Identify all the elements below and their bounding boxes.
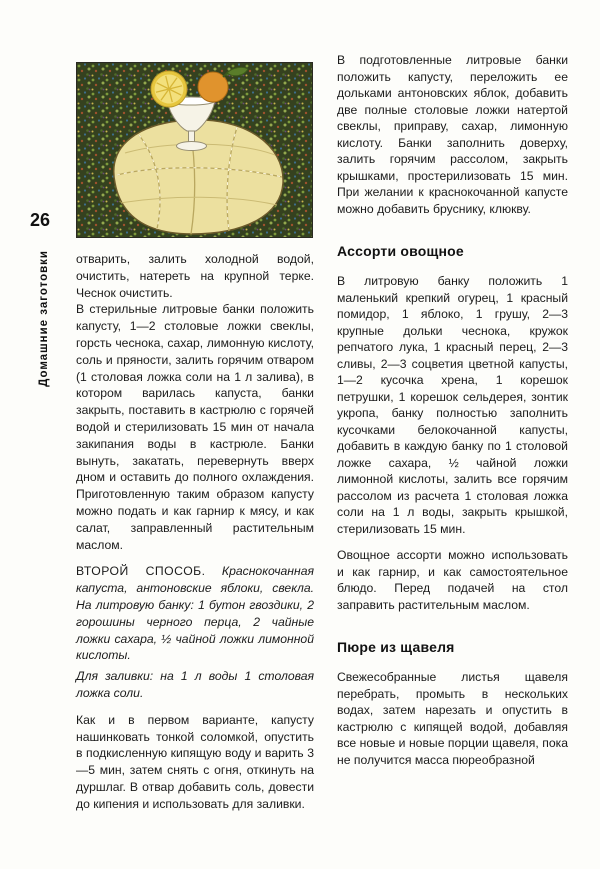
paragraph-continuation: отварить, залить холодной водой, очистить, натереть на крупной терке. Чеснок очистить.	[76, 252, 314, 300]
left-column	[76, 62, 314, 813]
left-column-text	[76, 251, 314, 813]
second-method-block	[76, 563, 314, 664]
section-heading-vegetable-assortment: Ассорти овощное	[337, 243, 464, 259]
right-column-text	[337, 52, 568, 768]
second-method-ingredients: Краснокочанная капуста, антоновские яблоки, свекла. На литровую банку: 1 бутон гвоздики, 2 горошины черного перца, 2 чайные ложки сахара, ½ чайной ложки лимонной кислоты.	[76, 564, 314, 663]
cabbage-illustration	[76, 62, 313, 238]
paragraph-assortment-serving: Овощное ассорти можно использовать и как гарнир, и как самостоятельное блюдо. Перед подачей на стол заправить растительным маслом.	[337, 548, 568, 612]
paragraph-sterilize-instructions: В стерильные литровые банки положить капусту, 1—2 столовые ложки свеклы, горсть чеснока, сахар, лимонную кислоту, соль и пряности, залить горячим отваром (1 столовая ложка соли на 1 л залива), в котором варилась капуста, банки закрыть, поставить в кастрюлю с горячей водой и стерилизовать 15 мин от начала закипания воды в кастрюле. Банки вынуть, закатать, перевернуть вверх дном и оставить до полного охлаждения. Приготовленную таким образом капусту можно подать и как гарнир к мясу, и как салат, заправленный растительным маслом.	[76, 302, 314, 552]
right-column	[337, 52, 568, 768]
section-heading-sorrel-puree: Пюре из щавеля	[337, 639, 455, 655]
cabbage	[114, 120, 283, 234]
second-method-label: ВТОРОЙ СПОСОБ.	[76, 564, 206, 579]
paragraph-shred-cabbage: Как и в первом варианте, капусту нашинковать тонкой соломкой, опустить в подкисленную кипящую воду и варить 3—5 мин, затем снять с огня, откинуть на дуршлаг. В отвар добавить соль, довести до кипения и использовать для заливки.	[76, 712, 314, 811]
illustration-svg	[77, 63, 313, 238]
paragraph-assortment-recipe: В литровую банку положить 1 маленький крепкий огурец, 1 красный помидор, 1 яблоко, 1 грушу, 2—3 крупные дольки чеснока, кружок репчатого лука, 1 красный перец, 2—3 сливы, 2—3 соцветия цветной капусты, 1—2 кусочка хрена, 1 корешок петрушки, 1 корешок сельдерея, зонтик укропа, банку полностью заполнить кусочками белокочанной капусты, добавить в каждую банку по 1 столовой ложке сахара, ½ чайной ложки лимонной кислоты, залить все горячим рассолом из расчета 1 столовая ложка соли на 1 л воды, закрыть крышкой, стерилизовать 15 мин.	[337, 274, 568, 536]
spine-title: Домашние заготовки	[38, 250, 50, 387]
page-number: 26	[30, 210, 51, 230]
paragraph-sorrel-puree: Свежесобранные листья щавеля перебрать, промыть в нескольких водах, затем нарезать и опустить в кастрюлю с кипящей водой, добавляя все новые и новые порции щавеля, пока не получится масса пюреобразной	[337, 670, 568, 767]
brine-note: Для заливки: на 1 л воды 1 столовая ложка соли.	[76, 669, 314, 700]
paragraph-jars-with-apples: В подготовленные литровые банки положить капусту, переложить ее дольками антоновских яблок, добавить две полные столовые ложки натертой свеклы, приправу, сахар, лимонную кислоту. Банки заполнить доверху, залить горячим рассолом, закрыть крышками, простерилизовать 15 мин. При желании к краснокочанной капусте можно добавить бруснику, клюкву.	[337, 53, 568, 216]
